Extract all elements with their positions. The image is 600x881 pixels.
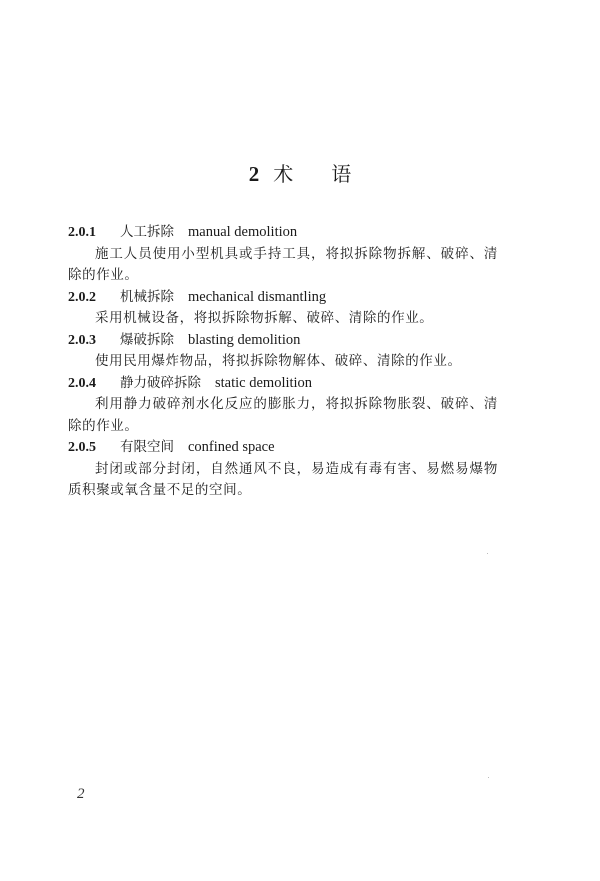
chapter-title <box>0 160 600 188</box>
term-heading <box>68 330 498 352</box>
term-entry <box>68 437 498 502</box>
page-number: 2 <box>77 786 85 802</box>
term-chinese: 静力破碎拆除 <box>120 374 201 391</box>
term-number: 2.0.5 <box>68 440 96 455</box>
term-definition: 使用民用爆炸物品，将拟拆除物解体、破碎、清除的作业。 <box>95 353 462 369</box>
term-definition: 利用静力破碎剂水化反应的膨胀力，将拟拆除物胀裂、破碎、清除的作业。 <box>68 396 498 434</box>
term-number: 2.0.1 <box>68 225 96 240</box>
term-entry <box>68 287 498 330</box>
chapter-number: 2 <box>248 162 260 186</box>
term-chinese: 机械拆除 <box>120 288 174 305</box>
chapter-title-char-1: 术 <box>273 162 294 186</box>
scan-speck <box>488 777 489 778</box>
term-number: 2.0.2 <box>68 289 96 305</box>
term-chinese: 爆破拆除 <box>120 331 174 348</box>
term-english: mechanical dismantling <box>188 288 327 305</box>
term-definition: 封闭或部分封闭，自然通风不良，易造成有毒有害、易燃易爆物质积聚或氧含量不足的空间。 <box>68 460 498 498</box>
term-definition: 施工人员使用小型机具或手持工具，将拟拆除物拆解、破碎、清除的作业。 <box>68 245 498 283</box>
term-heading <box>68 222 498 244</box>
term-chinese: 人工拆除 <box>120 224 174 240</box>
term-heading <box>68 437 498 459</box>
term-english: blasting demolition <box>188 331 301 348</box>
chapter-title-char-2: 语 <box>331 162 352 186</box>
term-entry <box>68 222 498 287</box>
terms-list <box>68 222 498 502</box>
term-english: static demolition <box>215 374 313 391</box>
term-entry <box>68 330 498 373</box>
term-entry <box>68 373 498 438</box>
term-number: 2.0.3 <box>68 332 96 348</box>
term-english: manual demolition <box>188 224 298 240</box>
term-chinese: 有限空间 <box>120 439 174 455</box>
term-heading <box>68 373 498 395</box>
term-number: 2.0.4 <box>68 375 96 391</box>
scan-speck <box>487 553 488 554</box>
term-english: confined space <box>188 439 275 455</box>
term-heading <box>68 287 498 309</box>
term-definition: 采用机械设备，将拟拆除物拆解、破碎、清除的作业。 <box>95 310 434 326</box>
